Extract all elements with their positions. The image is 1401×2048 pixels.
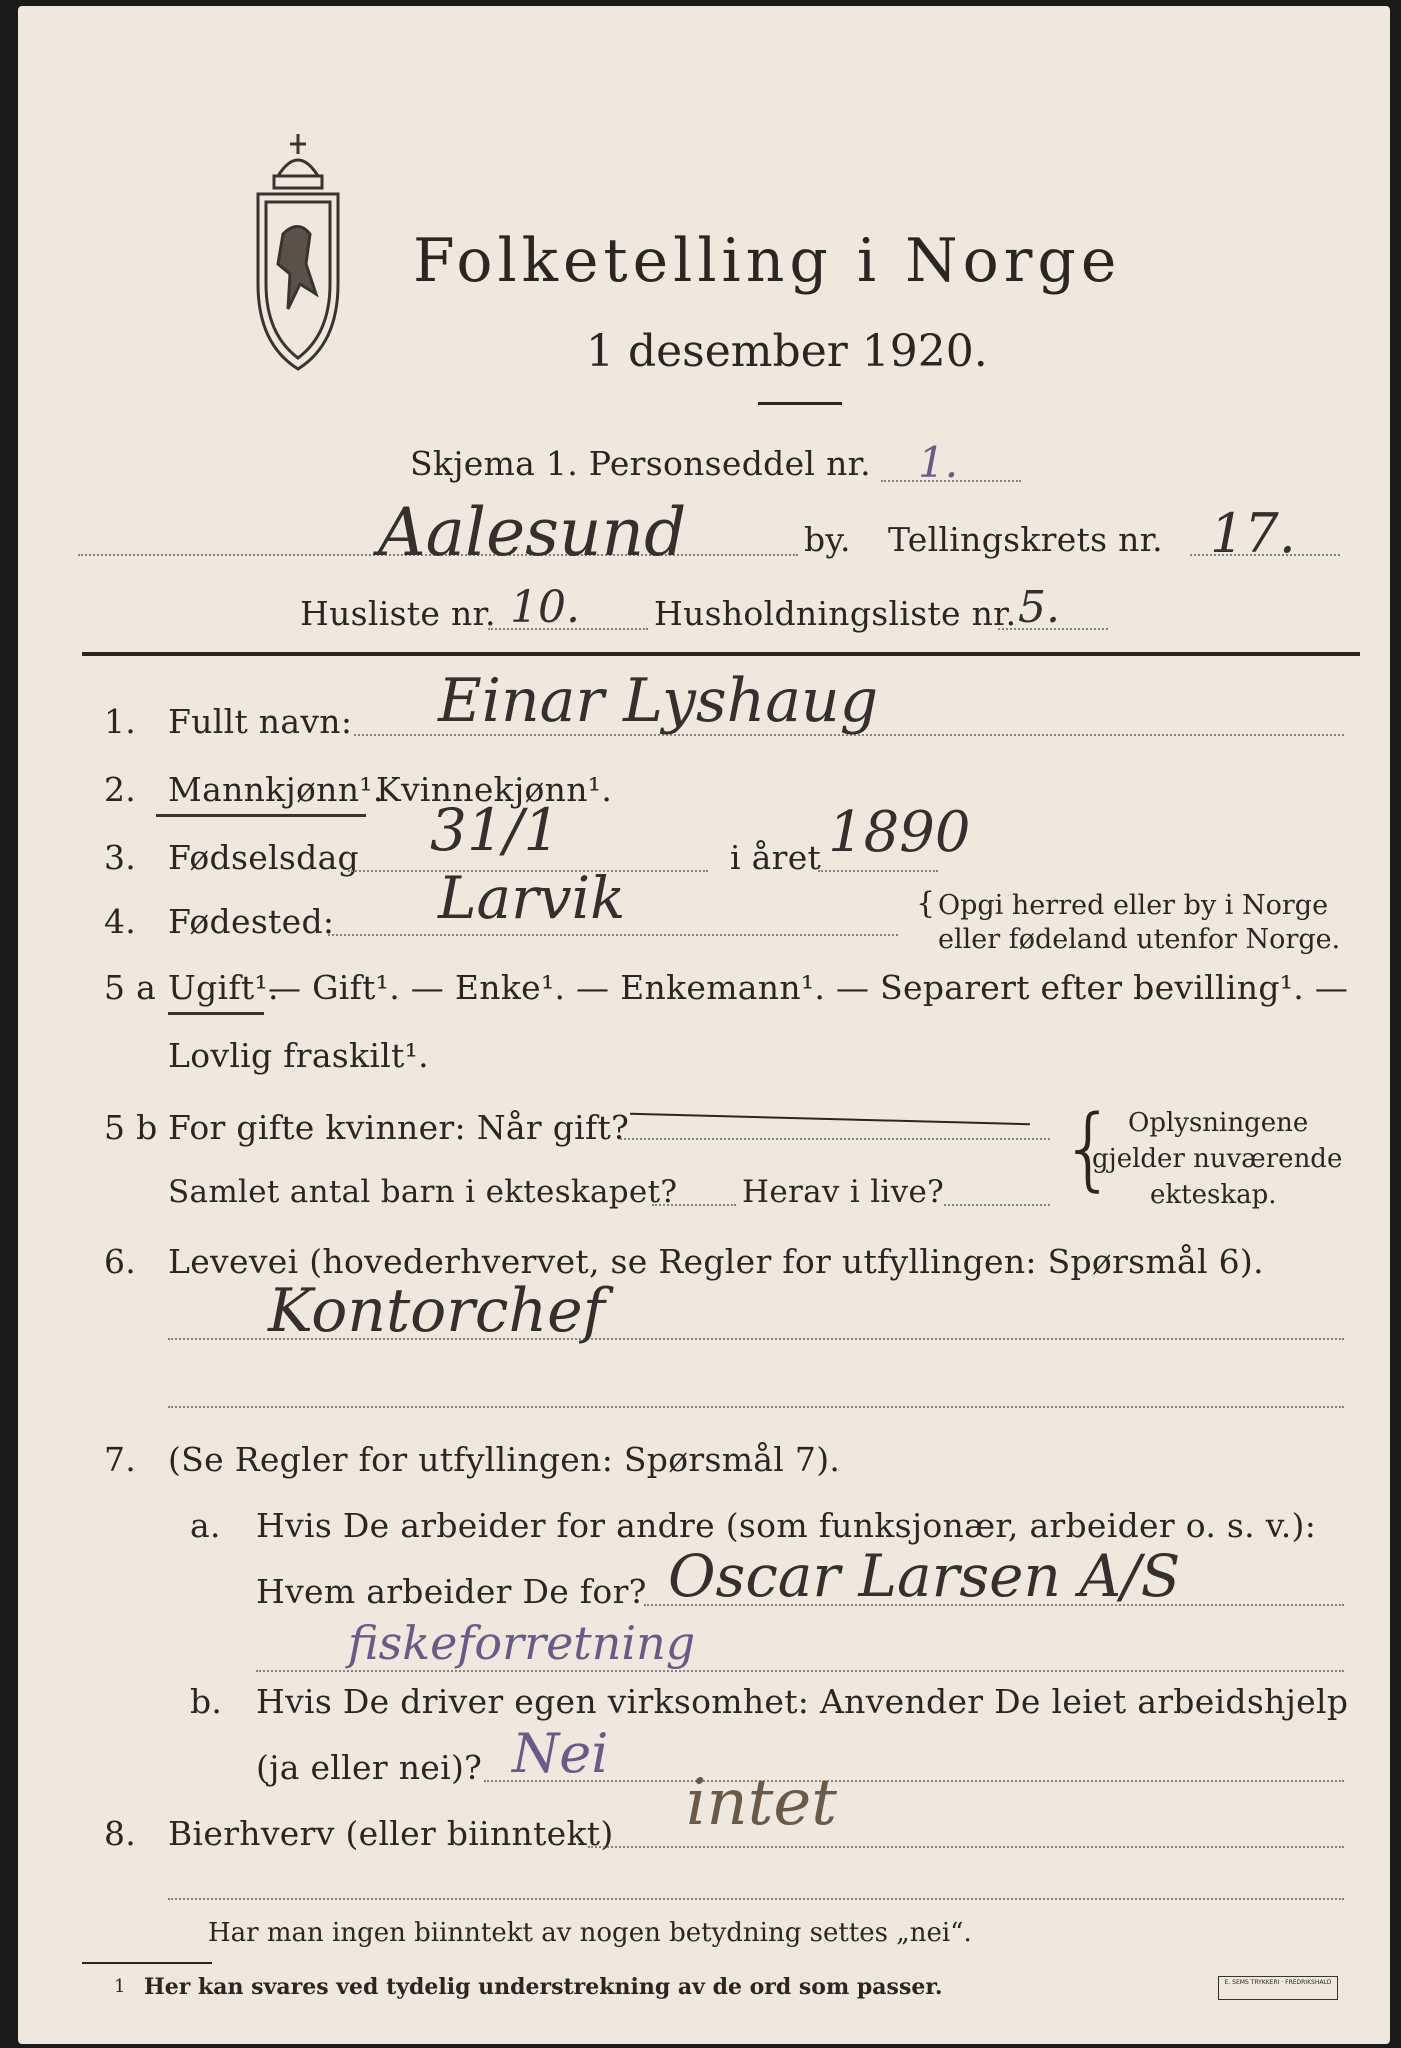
footnote-text: Her kan svares ved tydelig understrekning av de ord som passer. [144, 1974, 943, 2000]
q2-female: Kvinnekjønn¹. [376, 770, 613, 809]
q2-male: Mannkjønn¹. [168, 770, 384, 809]
q3-value[interactable]: 31/1 [430, 796, 561, 864]
q4-number: 4. [104, 902, 137, 941]
tellingskrets-label: Tellingskrets nr. [888, 520, 1163, 559]
schema-label: Skjema 1. Personseddel nr. [410, 444, 871, 483]
bottom-note: Har man ingen biinntekt av nogen betydning settes „nei“. [208, 1918, 972, 1948]
q7-label: (Se Regler for utfyllingen: Spørsmål 7). [168, 1440, 841, 1479]
header-divider [82, 652, 1360, 656]
by-label: by. [804, 520, 851, 559]
q7b-letter: b. [190, 1682, 223, 1721]
tellingskrets-value[interactable]: 17. [1210, 502, 1296, 565]
q5b-alive-line [944, 1204, 1050, 1206]
q3-label: Fødselsdag [168, 838, 359, 877]
q5b-when-line [620, 1138, 1050, 1140]
q5a-line2: Lovlig fraskilt¹. [168, 1036, 429, 1075]
printer-stamp-text: E. SEMS TRYKKERI · FREDRIKSHALD [1224, 1979, 1332, 1986]
q4-brace: { [916, 886, 936, 921]
q2-number: 2. [104, 770, 137, 809]
q4-value[interactable]: Larvik [438, 864, 626, 932]
q7a-employer-value[interactable]: Oscar Larsen A/S [668, 1542, 1181, 1610]
q5b-children-line [652, 1204, 736, 1206]
q6-number: 6. [104, 1242, 137, 1281]
q8-line [588, 1846, 1344, 1848]
q7-number: 7. [104, 1440, 137, 1479]
q6-line2 [168, 1406, 1344, 1408]
q2-male-underline [156, 814, 366, 817]
q3-year-value[interactable]: 1890 [828, 800, 971, 865]
q1-label: Fullt navn: [168, 702, 353, 741]
q5a-ugift-underline [168, 1012, 264, 1015]
husholdning-value[interactable]: 5. [1018, 582, 1060, 633]
q3-year-label: i året [730, 838, 822, 877]
husliste-label: Husliste nr. [300, 594, 496, 633]
footnote-mark: 1 [114, 1976, 126, 1997]
q7b-line2: (ja eller nei)? [256, 1748, 483, 1787]
city-value[interactable]: Aalesund [378, 494, 687, 571]
q8-label: Bierhverv (eller biinntekt) [168, 1814, 614, 1853]
q5b-note-line2: gjelder nuværende [1092, 1144, 1343, 1174]
q5b-brace: { [1060, 1096, 1118, 1201]
q5b-note-line3: ekteskap. [1150, 1180, 1277, 1210]
q5b-alive-label: Herav i live? [742, 1174, 945, 1210]
q7a-line2: Hvem arbeider De for? [256, 1572, 647, 1611]
q7b-value[interactable]: Nei [512, 1722, 609, 1785]
title-divider [758, 402, 842, 405]
q8-number: 8. [104, 1814, 137, 1853]
q5b-label: For gifte kvinner: Når gift? [168, 1108, 630, 1147]
footnote-divider [82, 1962, 212, 1964]
q5a-options: — Gift¹. — Enke¹. — Enkemann¹. — Separert efter bevilling¹. — [268, 968, 1349, 1007]
printer-stamp [1218, 1976, 1338, 2000]
q7a-letter: a. [190, 1506, 221, 1545]
q4-label: Fødested: [168, 902, 335, 941]
q1-value[interactable]: Einar Lyshaug [438, 666, 879, 736]
husholdning-label: Husholdningsliste nr. [654, 594, 1017, 633]
q5a-number: 5 a [104, 968, 157, 1007]
q8-value[interactable]: intet [686, 1766, 837, 1840]
q7a-line1: Hvis De arbeider for andre (som funksjonær, arbeider o. s. v.): [256, 1506, 1317, 1545]
husliste-value[interactable]: 10. [510, 582, 580, 633]
q4-note-line2: eller fødeland utenfor Norge. [938, 924, 1341, 955]
q7a-business-value[interactable]: fiskeforretning [348, 1616, 696, 1670]
q8-line2 [168, 1898, 1344, 1900]
q5b-number: 5 b [104, 1108, 158, 1147]
personseddel-value[interactable]: 1. [918, 438, 959, 487]
census-form [18, 6, 1390, 2044]
q4-note-line1: Opgi herred eller by i Norge [938, 890, 1329, 921]
q6-value[interactable]: Kontorchef [268, 1276, 605, 1346]
census-date: 1 desember 1920. [586, 326, 988, 377]
q5b-children-label: Samlet antal barn i ekteskapet? [168, 1174, 678, 1210]
q7b-line1: Hvis De driver egen virksomhet: Anvender De leiet arbeidshjelp [256, 1682, 1349, 1721]
q7b-line [484, 1780, 1344, 1782]
coat-of-arms-icon [248, 124, 348, 374]
q1-number: 1. [104, 702, 137, 741]
q6-label: Levevei (hovederhvervet, se Regler for utfyllingen: Spørsmål 6). [168, 1242, 1264, 1281]
q4-line [328, 934, 898, 936]
q3-number: 3. [104, 838, 137, 877]
form-title: Folketelling i Norge [413, 226, 1122, 296]
q3-year-line [818, 870, 938, 872]
q5b-note-line1: Oplysningene [1128, 1108, 1309, 1138]
q5a-ugift: Ugift¹. [168, 968, 279, 1007]
q5b-when-stroke [630, 1113, 1030, 1125]
q7a-extra-line [256, 1670, 1344, 1672]
